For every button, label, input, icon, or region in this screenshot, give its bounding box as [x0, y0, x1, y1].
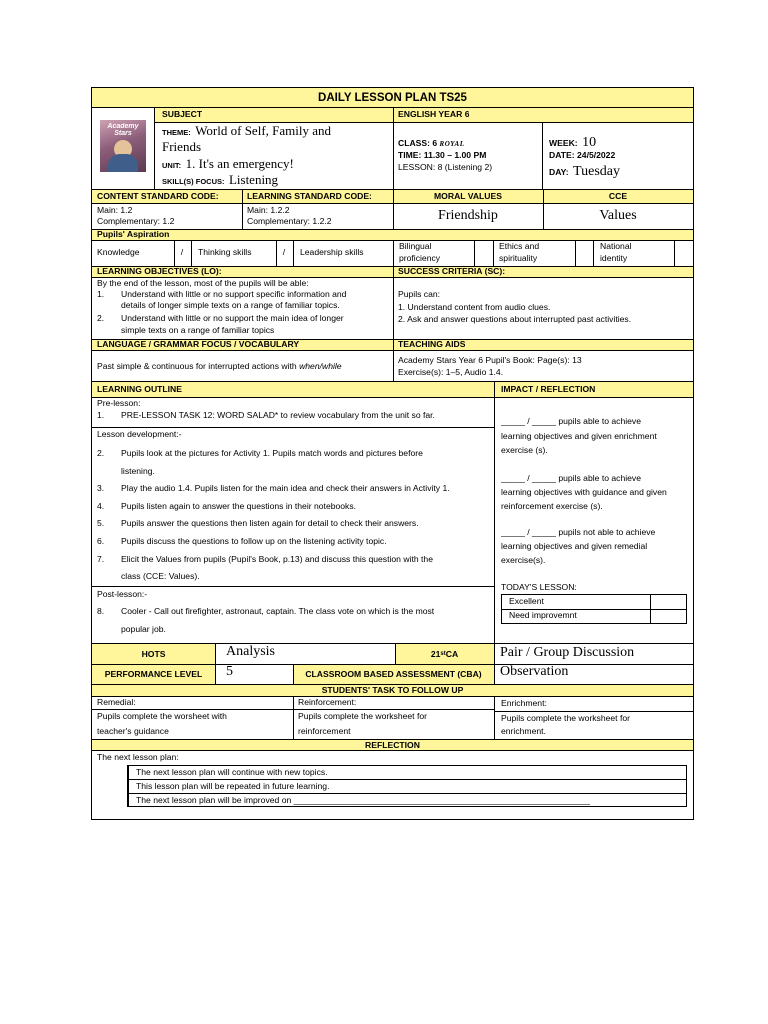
need-improvement-checkbox[interactable] [651, 610, 686, 623]
students-task-label: STUDENTS' TASK TO FOLLOW UP [92, 685, 693, 696]
book-cover-title: Academy Stars [107, 123, 139, 137]
impact-row-3-cont: learning objectives and given remedial [501, 541, 648, 551]
aspiration-ethics-cont: spirituality [499, 253, 538, 263]
cba-value: Observation [500, 664, 569, 679]
impact-row-2-end: reinforcement exercise (s). [501, 501, 603, 511]
aspiration-national: National [600, 241, 632, 251]
reflection-label: REFLECTION [92, 740, 693, 750]
aspiration-national-cont: identity [600, 253, 628, 263]
class-info: CLASS: 6 ROYAL [398, 138, 465, 148]
day-value: Tuesday [573, 164, 620, 179]
thinking-mark: / [282, 247, 286, 257]
lesson-plan-page [91, 87, 694, 820]
impact-row-1-cont: learning objectives and given enrichment [501, 431, 657, 441]
performance-level-label: PERFORMANCE LEVEL [104, 669, 203, 679]
excellent-checkbox[interactable] [651, 595, 686, 609]
aspiration-bilingual-cont: proficiency [399, 253, 441, 263]
unit-value: 1. It's an emergency! [185, 156, 294, 171]
aspiration-leadership: Leadership skills [300, 247, 364, 257]
reflection-intro: The next lesson plan: [97, 752, 179, 762]
lo1-number: 1. [97, 289, 105, 299]
rating-need-improvement: Need improvemnt [509, 610, 577, 620]
skill-value: Listening [228, 172, 279, 187]
list-item: 4. Pupils listen again to answer the questions in their notebooks. [97, 500, 357, 511]
time-info: TIME: 11.30 – 1.00 PM [398, 150, 487, 160]
todays-lesson-label: TODAY'S LESSON: [501, 582, 577, 592]
sc-item-2: 2. Ask and answer questions about interrupted past activities. [398, 314, 632, 324]
performance-level-value: 5 [226, 664, 233, 679]
language-label: LANGUAGE / GRAMMAR FOCUS / VOCABULARY [97, 339, 300, 349]
option-repeat: This lesson plan will be repeated in future learning. [136, 781, 330, 791]
subject-value: ENGLISH YEAR 6 [398, 109, 470, 119]
enrichment-text-cont: enrichment. [501, 726, 546, 736]
list-item-cont: listening. [121, 465, 155, 476]
book-cover-image [100, 120, 146, 172]
remedial-text: Pupils complete the worsheet with [97, 711, 227, 721]
impact-row-3: _____ / _____ pupils not able to achieve [501, 527, 656, 537]
pre-lesson-task: PRE-LESSON TASK 12: WORD SALAD* to review vocabulary from the unit so far. [121, 410, 435, 420]
impact-row-2: _____ / _____ pupils able to achieve [501, 473, 641, 483]
impact-row-2-cont: learning objectives with guidance and given [501, 487, 667, 497]
reinforcement-text-cont: reinforcement [298, 726, 351, 736]
cba-label: CLASSROOM BASED ASSESSMENT (CBA) [305, 669, 482, 679]
lo-label: LEARNING OBJECTIVES (LO): [97, 266, 222, 276]
day-info: DAY: Tuesday [549, 164, 620, 179]
subject-label: SUBJECT [162, 109, 203, 119]
reflection-options [127, 765, 687, 807]
remedial-label: Remedial: [97, 697, 136, 707]
lo-intro: By the end of the lesson, most of the pupils will be able: [97, 278, 309, 288]
lo2-text-cont: simple texts on a range of familiar topics [121, 325, 275, 335]
content-standard-label: CONTENT STANDARD CODE: [97, 191, 219, 201]
development-steps [97, 445, 492, 586]
lo2-text: Understand with little or no support the main idea of longer [121, 313, 344, 323]
skill-label: SKILL(S) FOCUS: [162, 177, 225, 186]
week-info: WEEK: 10 [549, 135, 597, 150]
aspiration-bilingual: Bilingual [399, 241, 432, 251]
sc-item-1: 1. Understand content from audio clues. [398, 302, 551, 312]
hots-value: Analysis [226, 644, 275, 659]
theme-value-cont: Friends [162, 139, 201, 154]
learning-comp: Complementary: 1.2.2 [247, 216, 332, 226]
aspiration-thinking: Thinking skills [198, 247, 252, 257]
post-lesson-label: Post-lesson:- [97, 589, 148, 599]
option-continue: The next lesson plan will continue with new topics. [136, 767, 328, 777]
learning-outline-label: LEARNING OUTLINE [97, 384, 182, 394]
lo1-text-cont: details of longer simple texts on a range of familiar topics. [121, 300, 340, 310]
enrichment-label: Enrichment: [501, 698, 547, 708]
impact-row-3-end: exercise(s). [501, 555, 546, 565]
reinforcement-label: Reinforcement: [298, 697, 357, 707]
moral-values-label: MORAL VALUES [434, 191, 502, 201]
aspiration-ethics: Ethics and [499, 241, 540, 251]
lesson-development-label: Lesson development:- [97, 429, 182, 439]
list-item: 6. Pupils discuss the questions to follow up on the listening activity topic. [97, 535, 387, 546]
aspiration-knowledge: Knowledge [97, 247, 140, 257]
ca-value: Pair / Group Discussion [500, 645, 635, 660]
theme-block [162, 123, 392, 188]
knowledge-mark: / [180, 247, 184, 257]
sc-intro: Pupils can: [398, 289, 441, 299]
sc-label: SUCCESS CRITERIA (SC): [398, 266, 506, 276]
theme-value: World of Self, Family and [195, 123, 331, 138]
list-item: 5. Pupils answer the questions then listen again for detail to check their answers. [97, 518, 419, 529]
rating-excellent: Excellent [509, 596, 544, 606]
list-item: 3. Play the audio 1.4. Pupils listen for the main idea and check their answers in Activity 1. [97, 483, 450, 494]
teaching-aids-line1: Academy Stars Year 6 Pupil's Book: Page(s): 13 [398, 355, 582, 365]
cce-value: Values [599, 208, 637, 223]
list-item: 2. Pupils look at the pictures for Activity 1. Pupils match words and pictures before [97, 448, 423, 458]
date-info: DATE: 24/5/2022 [549, 150, 616, 160]
impact-row-1-end: exercise (s). [501, 445, 548, 455]
todays-lesson-table [501, 594, 687, 624]
language-value-italic: when/while [299, 361, 342, 371]
remedial-text-cont: teacher's guidance [97, 726, 169, 736]
list-item-cont: class (CCE: Values). [121, 571, 200, 582]
teaching-aids-label: TEACHING AIDS [398, 339, 466, 349]
hots-label: HOTS [141, 648, 166, 659]
ca-label: 21 st CA [430, 648, 459, 659]
lo2-number: 2. [97, 313, 105, 323]
unit-label: UNIT: [162, 161, 182, 170]
language-value: Past simple & continuous for interrupted actions with when/while [97, 361, 342, 371]
option-improve: The next lesson plan will be improved on ______________________________________________________________ [136, 795, 590, 805]
learning-standard-label: LEARNING STANDARD CODE: [247, 191, 372, 201]
cce-label: CCE [608, 191, 628, 201]
teaching-aids-line2: Exercise(s): 1–5, Audio 1.4. [398, 367, 504, 377]
list-item: 7. Elicit the Values from pupils (Pupil's Book, p.13) and discuss this question with the [97, 553, 433, 564]
pre-lesson-label: Pre-lesson: [97, 398, 141, 408]
week-value: 10 [582, 135, 597, 150]
impact-row-1: _____ / _____ pupils able to achieve [501, 416, 641, 426]
post-lesson-step: 8. Cooler - Call out firefighter, astronaut, captain. The class vote on which is the most popular job. [97, 606, 435, 634]
content-comp: Complementary: 1.2 [97, 216, 175, 226]
page-title: DAILY LESSON PLAN TS25 [92, 88, 693, 108]
theme-label: THEME: [162, 128, 191, 137]
impact-label: IMPACT / REFLECTION [501, 384, 596, 394]
content-main: Main: 1.2 [97, 205, 133, 215]
lo1-text: Understand with little or no support specific information and [121, 289, 347, 299]
learning-main: Main: 1.2.2 [247, 205, 290, 215]
lesson-info: LESSON: 8 (Listening 2) [398, 162, 493, 172]
class-name: ROYAL [439, 140, 465, 148]
moral-value: Friendship [438, 208, 498, 223]
enrichment-text: Pupils complete the worksheet for [501, 713, 630, 723]
pre-step-number: 1. [97, 410, 105, 420]
aspiration-label: Pupils' Aspiration [97, 229, 170, 239]
reinforcement-text: Pupils complete the worksheet for [298, 711, 427, 721]
